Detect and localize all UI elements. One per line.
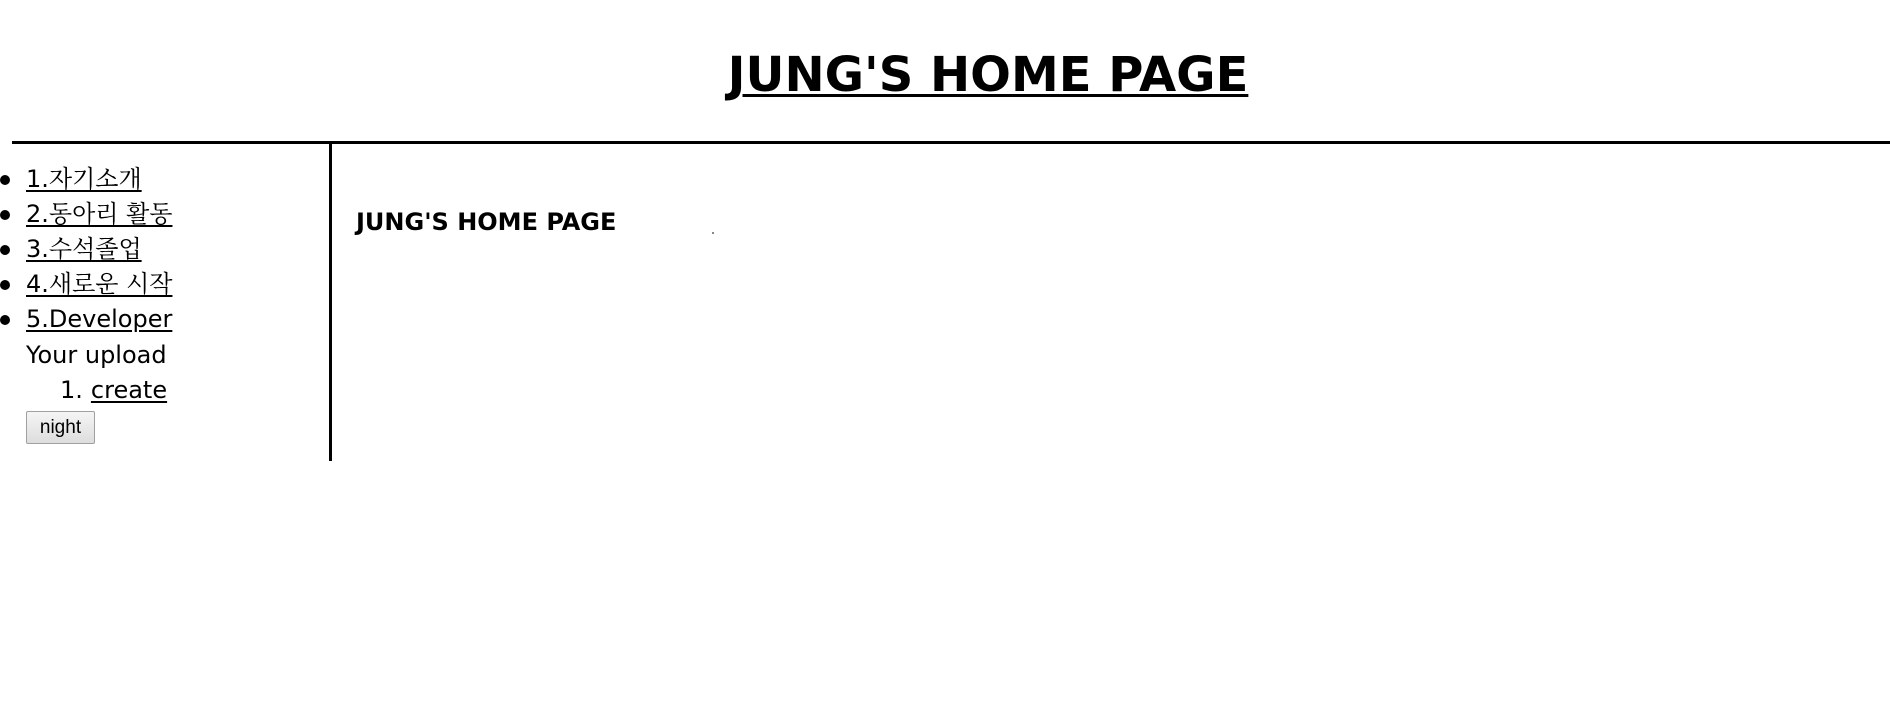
sidebar-item-intro — [26, 162, 351, 197]
sidebar-link-club[interactable]: 2.동아리 활동 — [26, 200, 173, 228]
sidebar-item-club — [26, 197, 351, 232]
site-title-link[interactable]: JUNG'S HOME PAGE — [727, 47, 1249, 103]
sidebar-item-developer — [26, 302, 351, 337]
upload-list — [60, 373, 167, 408]
bullet-icon — [0, 245, 10, 255]
bullet-icon — [0, 210, 10, 220]
sidebar-link-developer[interactable]: 5.Developer — [26, 305, 173, 333]
sidebar-link-new-start[interactable]: 4.새로운 시작 — [26, 270, 173, 298]
sidebar-item-graduation — [26, 232, 351, 267]
sidebar-link-graduation[interactable]: 3.수석졸업 — [26, 235, 142, 263]
site-title — [0, 44, 1890, 106]
header-divider — [12, 141, 1890, 144]
create-link[interactable]: create — [90, 376, 168, 404]
content-heading: JUNG'S HOME PAGE — [356, 208, 617, 236]
sidebar-link-intro[interactable]: 1.자기소개 — [26, 165, 142, 193]
upload-label: Your upload — [26, 341, 167, 369]
bullet-icon — [0, 175, 10, 185]
upload-item — [60, 373, 167, 408]
upload-item-number: 1. — [60, 376, 83, 404]
sidebar-nav — [0, 162, 351, 337]
bullet-icon — [0, 280, 10, 290]
bullet-icon — [0, 315, 10, 325]
stray-dot — [712, 232, 714, 234]
night-mode-button[interactable]: night — [26, 411, 95, 444]
sidebar-item-new-start — [26, 267, 351, 302]
